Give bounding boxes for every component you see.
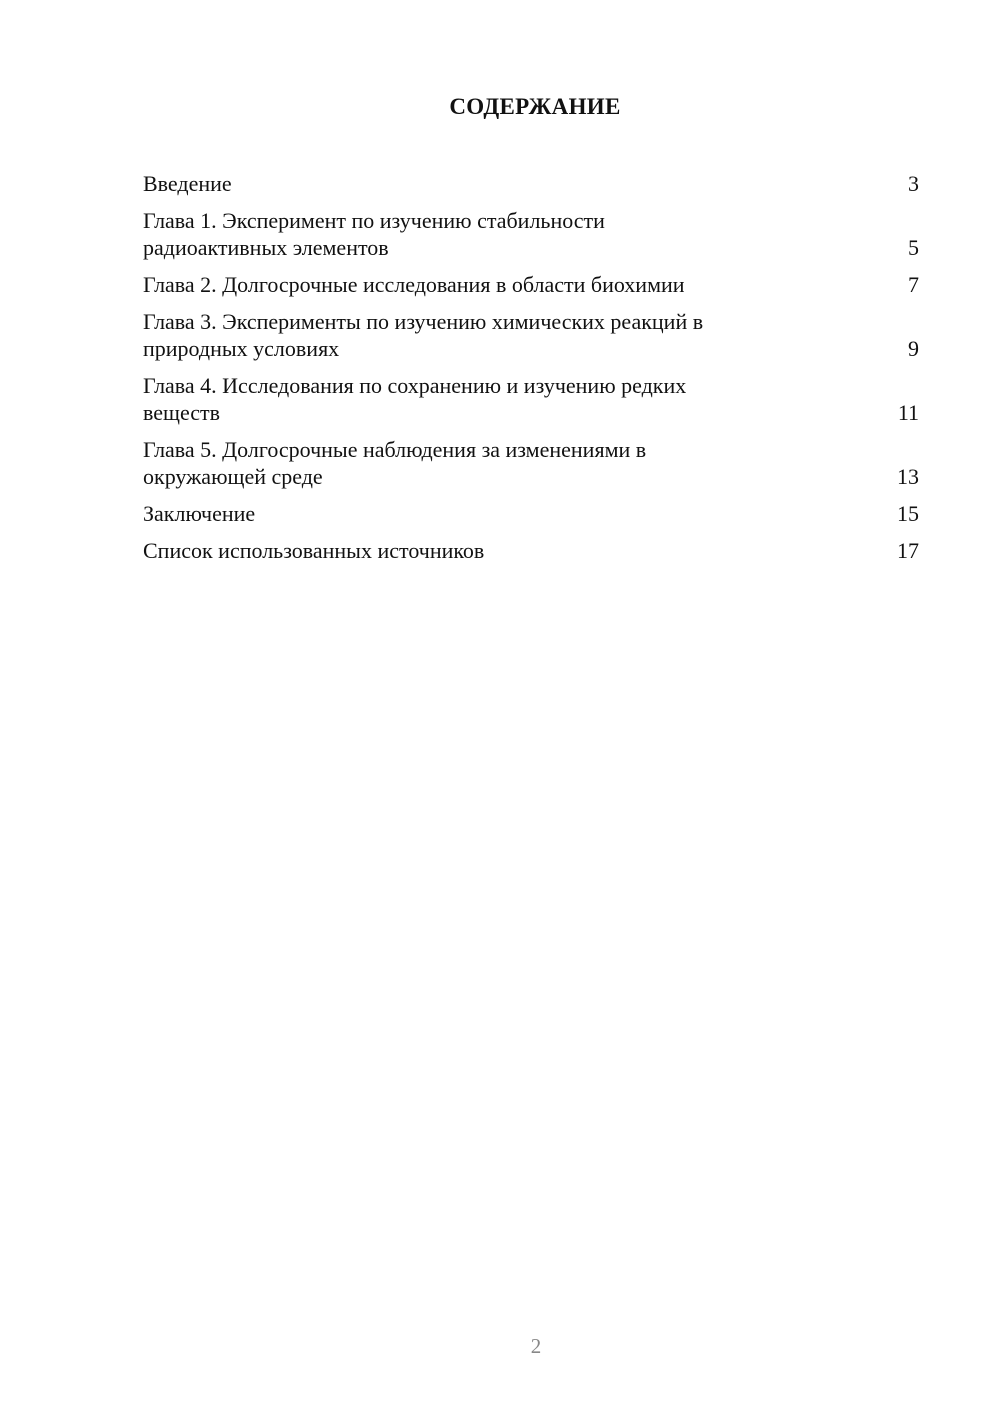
toc-entry-conclusion xyxy=(143,500,919,527)
toc-title: СОДЕРЖАНИЕ xyxy=(449,94,621,119)
toc-entry-introduction xyxy=(143,170,919,197)
toc-entry-page-number: 5 xyxy=(908,235,919,260)
toc-entry-page-number: 9 xyxy=(908,336,919,361)
toc-entry-text: Глава 4. Исследования по сохранению и изучению редких веществ xyxy=(143,373,687,425)
toc-entry-text: Список использованных источников xyxy=(143,538,485,563)
toc-entry-references xyxy=(143,537,919,564)
toc-entry-chapter-5 xyxy=(143,436,919,490)
toc-entry-page-number: 17 xyxy=(897,538,919,563)
toc-entry-text: Глава 1. Эксперимент по изучению стабильности радиоактивных элементов xyxy=(143,208,605,260)
toc-entry-text: Заключение xyxy=(143,501,256,526)
toc-entry-chapter-2 xyxy=(143,271,919,298)
toc-entry-text: Глава 3. Эксперименты по изучению химических реакций в природных условиях xyxy=(143,309,704,361)
toc-entry-page-number: 3 xyxy=(908,171,919,196)
toc-entry-page-number: 7 xyxy=(908,272,919,297)
toc-entry-page-number: 13 xyxy=(897,464,919,489)
toc-entry-page-number: 15 xyxy=(897,501,919,526)
toc-entry-text: Введение xyxy=(143,171,232,196)
toc-list xyxy=(143,170,919,574)
toc-entry-chapter-4 xyxy=(143,372,919,426)
toc-entry-chapter-1 xyxy=(143,207,919,261)
toc-entry-text: Глава 2. Долгосрочные исследования в области биохимии xyxy=(143,272,685,297)
toc-entry-page-number: 11 xyxy=(897,400,919,425)
page-number: 2 xyxy=(530,1334,542,1358)
toc-entry-chapter-3 xyxy=(143,308,919,362)
toc-entry-text: Глава 5. Долгосрочные наблюдения за изменениями в окружающей среде xyxy=(143,437,647,489)
